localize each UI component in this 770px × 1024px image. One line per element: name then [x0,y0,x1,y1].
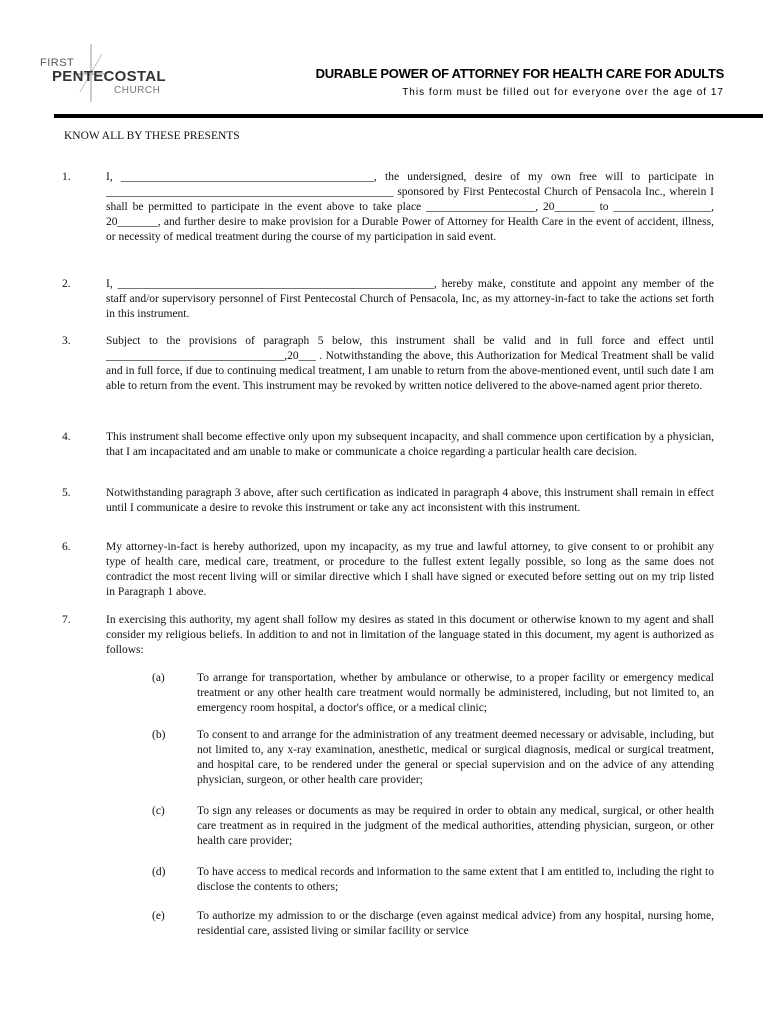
logo-line-church: CHURCH [114,85,161,96]
paragraph-1 [62,170,714,245]
subitem-text: To consent to and arrange for the administration of any treatment deemed necessary or advisable, including, but not limited to, any x-ray examination, anesthetic, medical or surgical diagnosis, medical or surgical treatment, and hospital care, to be rendered under the general or special supervision and on the advice of any attending physician, surgeon, or other health care provider; [197,729,714,786]
paragraph-number: 3. [62,335,71,347]
paragraph-number: 5. [62,487,71,499]
intro-heading: KNOW ALL BY THESE PRESENTS [64,130,240,142]
paragraph-7 [62,613,714,658]
subitem-text: To authorize my admission to or the discharge (even against medical advice) from any hospital, nursing home, residential care, assisted living or similar facility or service [197,910,714,937]
subitem-a [152,671,714,716]
subitem-c [152,804,714,849]
logo-line-pentecostal: PENTECOSTAL [52,68,166,85]
paragraph-number: 4. [62,431,71,443]
subitem-text: To sign any releases or documents as may be required in order to obtain any medical, surgical, or other health care treatment as in required in the judgment of the medical authorities, attending physician, surgeon, or other health care provider; [197,805,714,847]
subitem-label: (b) [152,729,166,741]
paragraph-text: Notwithstanding paragraph 3 above, after such certification as indicated in paragraph 4 above, this instrument shall remain in effect until I communicate a desire to revoke this instrument or take any act inconsistent with this instrument. [106,487,714,514]
paragraph-number: 1. [62,171,71,183]
subitem-e [152,909,714,939]
paragraph-4 [62,430,714,460]
document-subtitle: This form must be filled out for everyone over the age of 17 [402,87,724,98]
paragraph-number: 2. [62,278,71,290]
paragraph-5 [62,486,714,516]
subitem-label: (a) [152,672,165,684]
paragraph-number: 6. [62,541,71,553]
subitem-label: (c) [152,805,165,817]
paragraph-text: In exercising this authority, my agent shall follow my desires as stated in this document or otherwise known to my agent and shall consider my religious beliefs. In addition to and not in limitation of the language stated in this document, my agent is authorized as follows: [106,614,714,656]
subitem-text: To arrange for transportation, whether by ambulance or otherwise, to a proper facility or emergency medical treatment or any other health care treatment would normally be administered, including, but not limited to, an emergency room hospital, a doctor's office, or a medical clinic; [197,672,714,714]
subitem-label: (e) [152,910,165,922]
paragraph-text: This instrument shall become effective only upon my subsequent incapacity, and shall commence upon certification by a physician, that I am incapacitated and am unable to make or communicate a choice regarding a particular health care decision. [106,431,714,458]
paragraph-3 [62,334,714,394]
paragraph-number: 7. [62,614,71,626]
header-rule [54,114,763,118]
paragraph-2 [62,277,714,322]
subitem-d [152,865,714,895]
church-logo [38,44,178,104]
paragraph-text: My attorney-in-fact is hereby authorized, upon my incapacity, as my true and lawful attorney, to give consent to or prohibit any type of health care, medical care, treatment, or procedure to the fullest extent legally possible, so long as the same does not contradict the most recent living will or similar directive which I shall have signed or executed before setting out on my trip listed in Paragraph 1 above. [106,541,714,598]
paragraph-6 [62,540,714,600]
logo-line-first: FIRST [40,57,75,69]
paragraph-text: I, ____________________________________________, the undersigned, desire of my own free will to participate in __________________________________________________ sponsored by First Pentecostal Church of Pensacola Inc., wherein I shall be permitted to participate in the event above to take place ___________________, 20_______ to _________________, 20_______, and further desire to make provision for a Durable Power of Attorney for Health Care in the event of accident, illness, or necessity of medical treatment during the course of my participation in said event. [106,171,714,243]
subitem-text: To have access to medical records and information to the same extent that I am entitled to, including the right to disclose the contents to others; [197,866,714,893]
subitem-b [152,728,714,788]
document-title: DURABLE POWER OF ATTORNEY FOR HEALTH CARE FOR ADULTS [315,66,724,81]
paragraph-text: I, _______________________________________________________, hereby make, constitute and appoint any member of the staff and/or supervisory personnel of First Pentecostal Church of Pensacola, Inc, as my attorney-in-fact to take the actions set forth in this instrument. [106,278,714,320]
paragraph-text: Subject to the provisions of paragraph 5 below, this instrument shall be valid and in full force and effect until _______________________________,20___ . Notwithstanding the above, this Authorization for Medical Treatment shall be valid and in full force, if due to continuing medical treatment, I am unable to return from the above-mentioned event, until such date I am able to return from the event. This instrument may be revoked by written notice delivered to the above-named agent prior thereto. [106,335,714,392]
subitem-label: (d) [152,866,166,878]
